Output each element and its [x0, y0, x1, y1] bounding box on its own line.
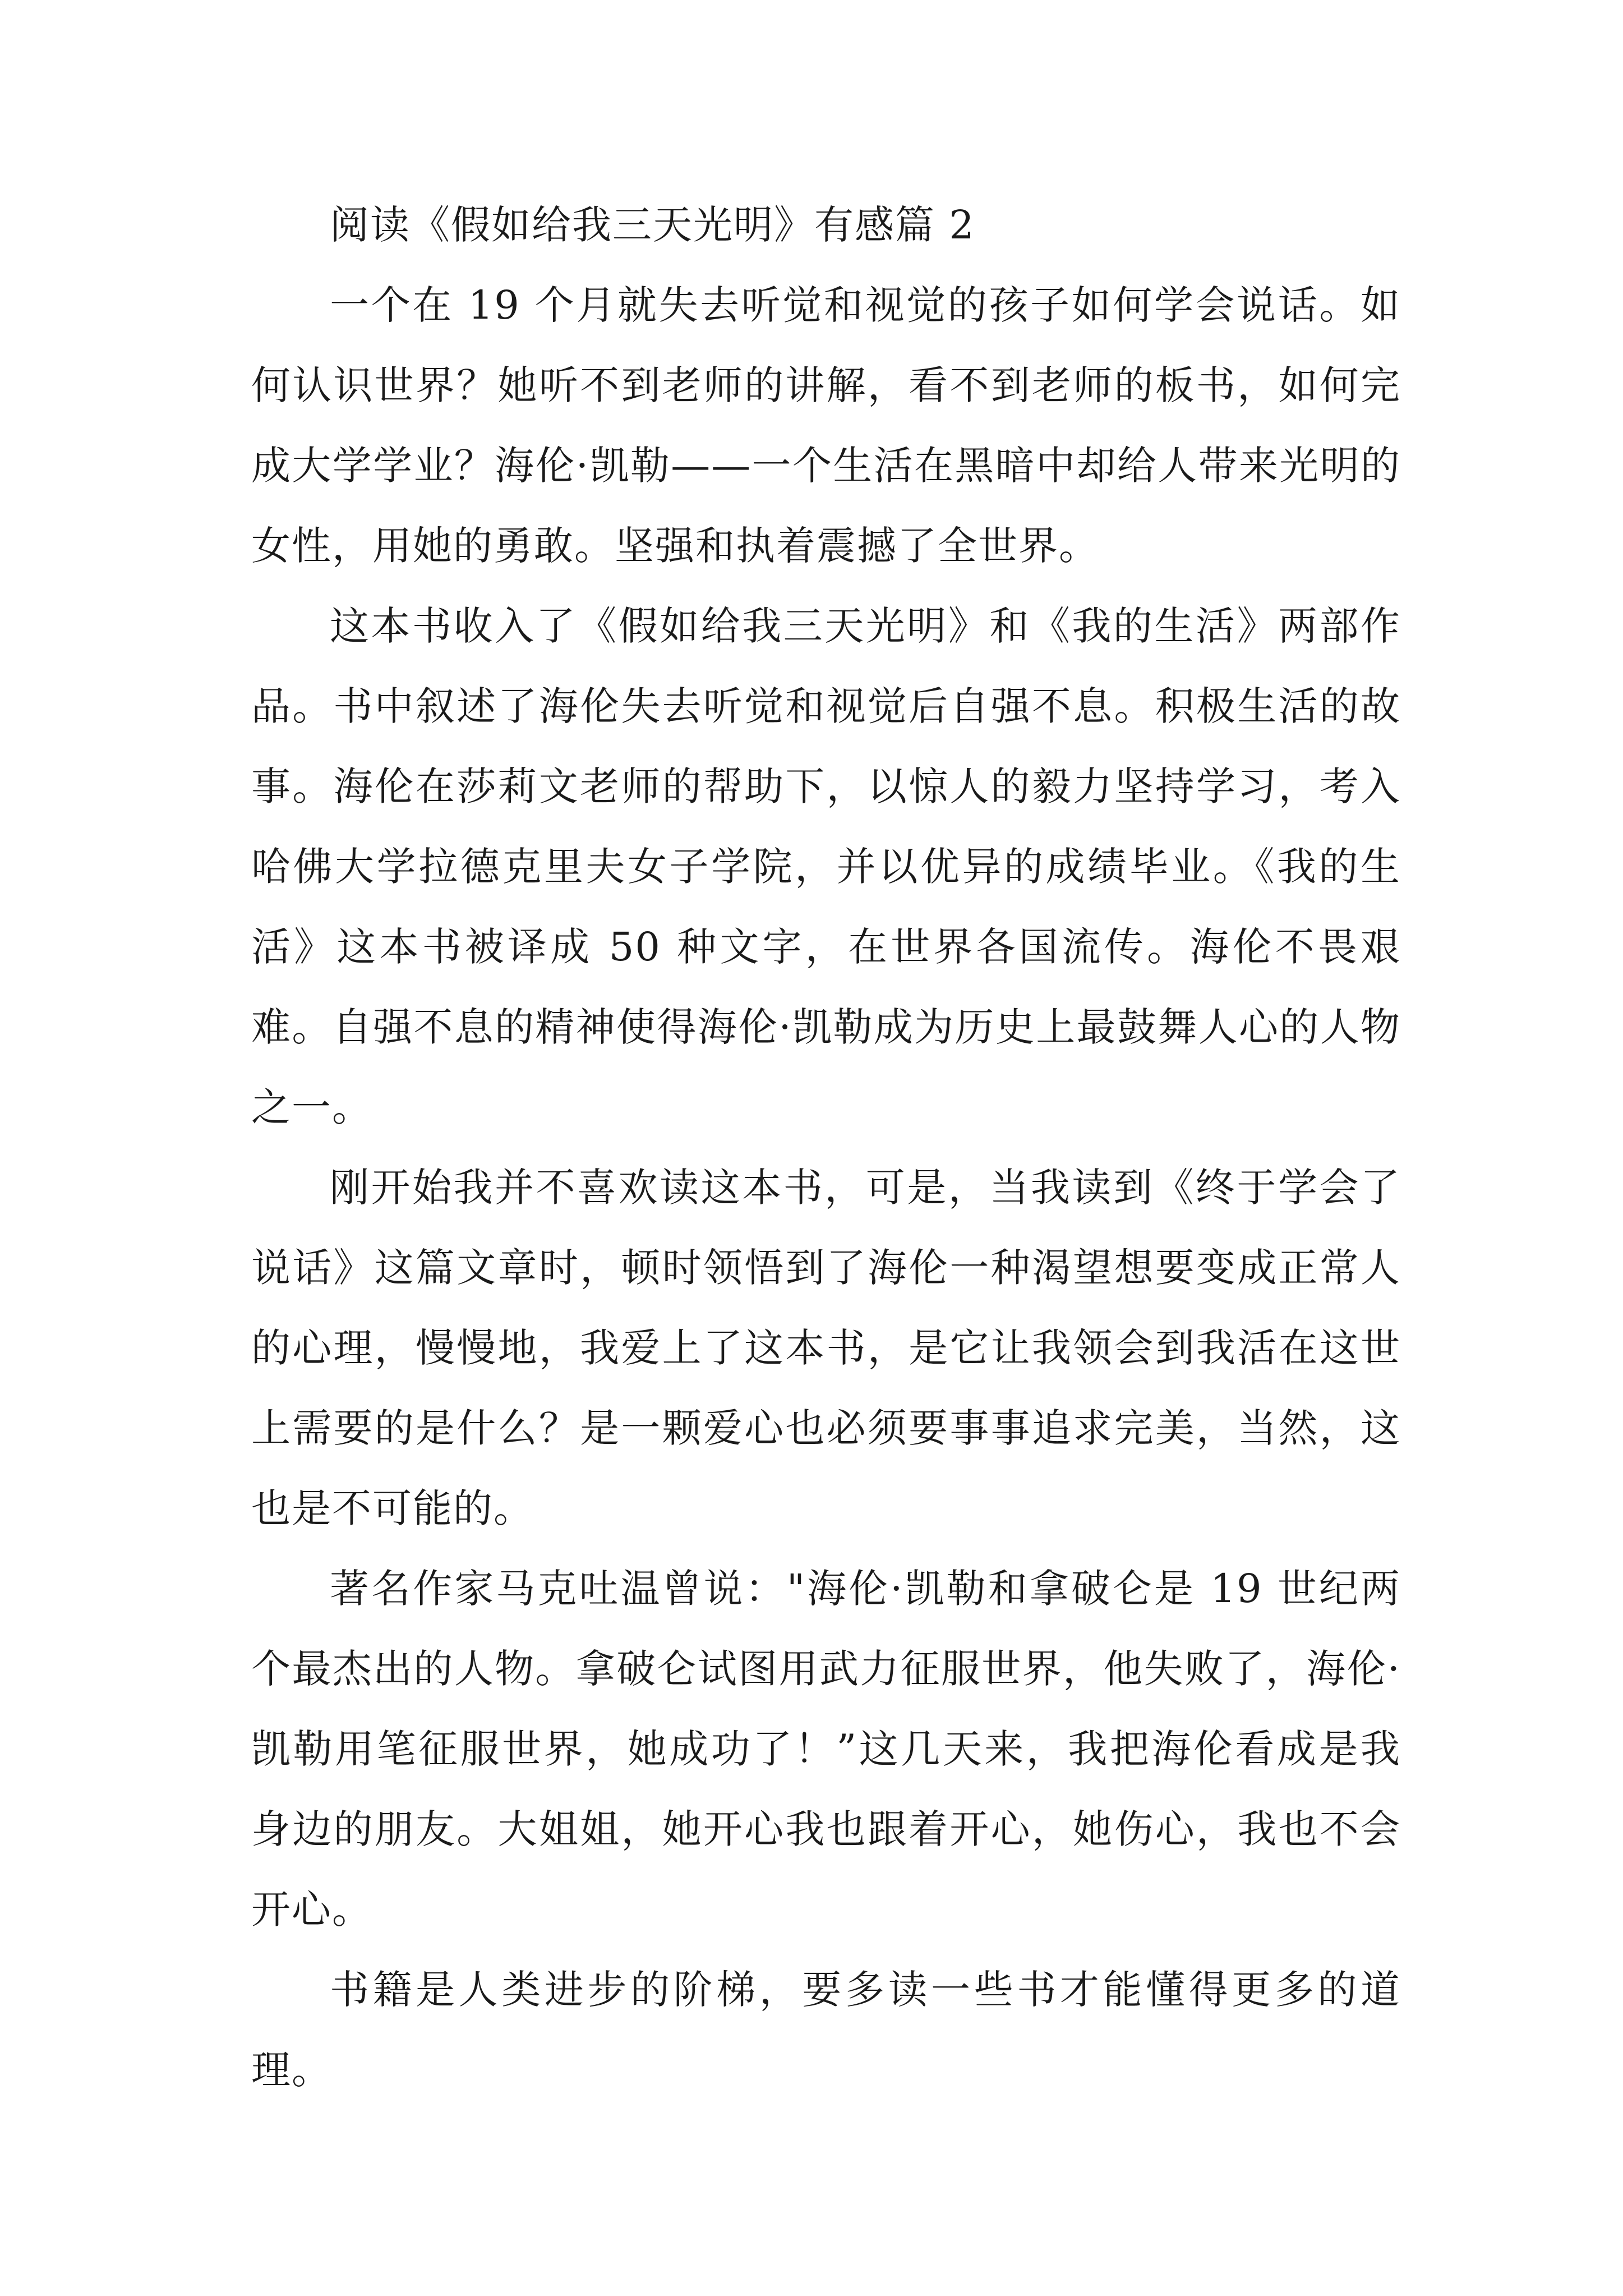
- paragraph-3: 刚开始我并不喜欢读这本书，可是，当我读到《终于学会了说话》这篇文章时，顿时领悟到了海伦一种渴望想要变成正常人的心理，慢慢地，我爱上了这本书，是它让我领会到我活在这世上需要的是什么？是一颗爱心也必须要事事追求完美，当然，这也是不可能的。: [251, 1165, 1401, 1531]
- paragraph-2: 这本书收入了《假如给我三天光明》和《我的生活》两部作品。书中叙述了海伦失去听觉和视觉后自强不息。积极生活的故事。海伦在莎莉文老师的帮助下，以惊人的毅力坚持学习，考入哈佛大学拉德克里夫女子学院，并以优异的成绩毕业。《我的生活》这本书被译成 50 种文字，在世界各国流传。海伦不畏艰难。自强不息的精神使得海伦·凯勒成为历史上最鼓舞人心的人物之一。: [251, 603, 1401, 1130]
- document-title: 阅读《假如给我三天光明》有感篇 2: [330, 202, 975, 248]
- paragraph-5: 书籍是人类进步的阶梯，要多读一些书才能懂得更多的道理。: [251, 1967, 1401, 2093]
- paragraph-4: 著名作家马克吐温曾说："海伦·凯勒和拿破仑是 19 世纪两个最杰出的人物。拿破仑试图用武力征服世界，他失败了，海伦·凯勒用笔征服世界，她成功了！”这几天来，我把海伦看成是我身边的朋友。大姐姐，她开心我也跟着开心，她伤心，我也不会开心。: [251, 1566, 1401, 1932]
- paragraph-1: 一个在 19 个月就失去听觉和视觉的孩子如何学会说话。如何认识世界？她听不到老师的讲解，看不到老师的板书，如何完成大学学业？海伦·凯勒——一个生活在黑暗中却给人带来光明的女性，用她的勇敢。坚强和执着震撼了全世界。: [251, 282, 1401, 569]
- document-body: [251, 185, 1401, 2110]
